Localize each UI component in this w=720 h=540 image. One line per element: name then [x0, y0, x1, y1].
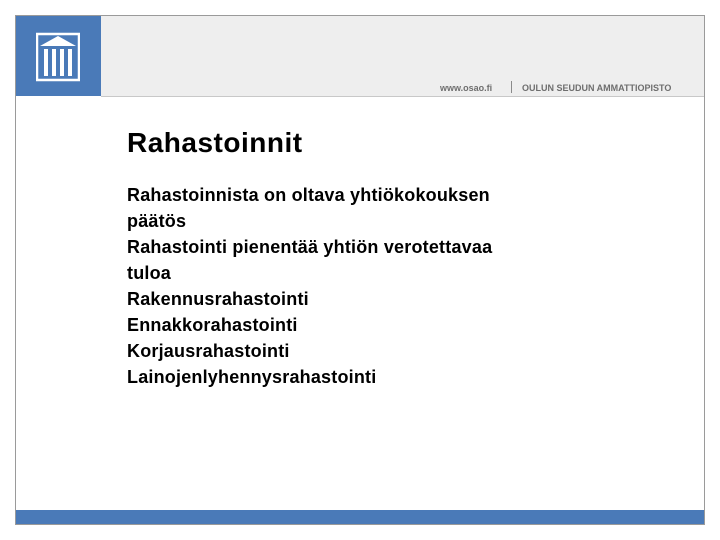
header-separator	[511, 81, 512, 93]
bullet-line: Lainojenlyhennysrahastointi	[127, 367, 377, 387]
bullet-line: Korjausrahastointi	[127, 341, 290, 361]
bullet-line: päätös	[127, 211, 187, 231]
header-divider	[101, 96, 704, 97]
bullet-line: Rahastointi pienentää yhtiön verotettavaa	[127, 237, 493, 257]
bullet-list	[127, 182, 627, 390]
header-organization: OULUN SEUDUN AMMATTIOPISTO	[522, 83, 672, 93]
bullet-line: Rahastoinnista on oltava yhtiökokouksen	[127, 185, 490, 205]
slide-title: Rahastoinnit	[127, 127, 303, 158]
footer-bar	[16, 510, 704, 524]
header-url-link[interactable]: www.osao.fi	[440, 83, 493, 93]
bullet-line: Rakennusrahastointi	[127, 289, 309, 309]
bullet-line: tuloa	[127, 263, 171, 283]
osao-logo-icon	[36, 32, 80, 82]
bullet-line: Ennakkorahastointi	[127, 315, 298, 335]
